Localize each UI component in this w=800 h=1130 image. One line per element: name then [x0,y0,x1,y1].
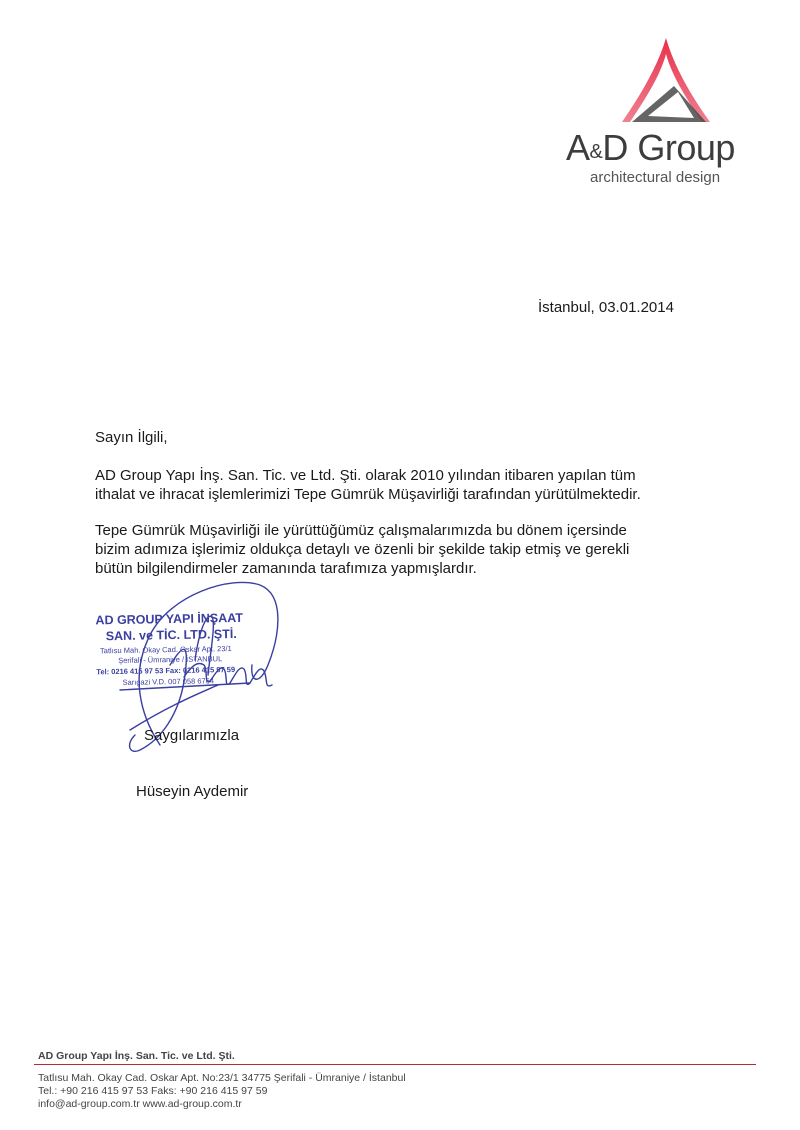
letter-salutation: Sayın İlgili, [95,429,168,446]
footer-divider [34,1064,756,1065]
paragraph-line: AD Group Yapı İnş. San. Tic. ve Ltd. Şti. olarak 2010 yılından itibaren yapılan tüm [95,467,636,484]
stamp-line: Sarıgazi V.D. 007 058 6764 [122,676,215,687]
footer-company-name: AD Group Yapı İnş. San. Tic. ve Ltd. Şti. [38,1050,235,1062]
signer-name: Hüseyin Aydemir [136,783,249,800]
stamp-line: SAN. ve TİC. LTD. ŞTİ. [105,626,237,644]
brand-logo-icon [618,36,714,128]
letter-closing: Saygılarımızla [144,727,240,744]
paragraph-line: bizim adımıza işlerimiz oldukça detaylı ve özenli bir şekilde takip etmiş ve gerekli [95,541,630,558]
letter-paragraph-1 [95,466,641,504]
paragraph-line: Tepe Gümrük Müşavirliği ile yürüttüğümüz çalışmalarımızda bu dönem içersinde [95,522,627,539]
letter-date: İstanbul, 03.01.2014 [538,299,674,316]
stamp-line: Tel: 0216 415 97 53 Fax: 0216 415 97 59 [96,664,236,677]
footer-address: Tatlısu Mah. Okay Cad. Oskar Apt. No:23/1 34775 Şerifali - Ümraniye / İstanbul [38,1072,406,1084]
brand-name-rest: D Group [602,127,735,168]
footer-web: info@ad-group.com.tr www.ad-group.com.tr [38,1098,242,1110]
stamp-line: Şerifali - Ümraniye / İSTANBUL [118,654,223,666]
paragraph-line: bütün bilgilendirmeler zamanında tarafımıza yapmışlardır. [95,560,477,577]
brand-tagline: architectural design [590,169,721,186]
stamp-line: AD GROUP YAPI İNŞAAT [95,610,244,628]
stamp-line: Tatlısu Mah. Okay Cad. Oskar Apt. 23/1 [99,644,232,656]
footer-phone: Tel.: +90 216 415 97 53 Faks: +90 216 415 97 59 [38,1085,268,1097]
brand-name [566,126,735,174]
paragraph-line: ithalat ve ihracat işlemlerimizi Tepe Gümrük Müşavirliği tarafından yürütülmektedir. [95,486,641,503]
brand-name-a: A [566,127,590,168]
brand-name-amp: & [589,141,603,163]
